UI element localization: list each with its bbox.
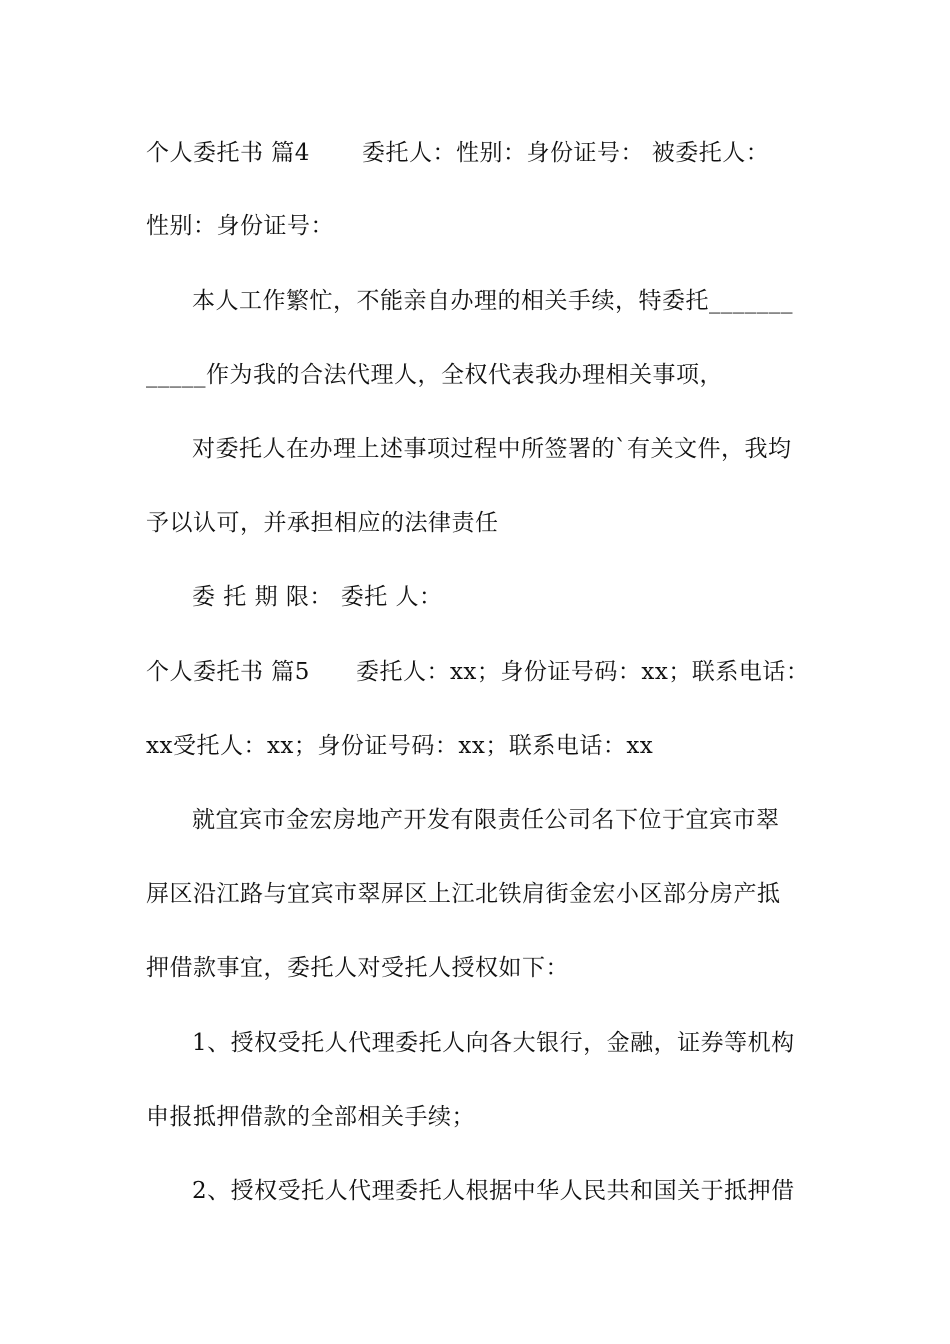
section5-para1-line3: 押借款事宜，委托人对受托人授权如下： bbox=[146, 955, 569, 981]
section5-header-fields-1: 委托人：xx；身份证号码：xx；联系电话： bbox=[355, 659, 810, 685]
section5-item2-line1: 2、授权受托人代理委托人根据中华人民共和国关于抵押借 bbox=[192, 1178, 795, 1204]
section4-para1-line1: 本人工作繁忙，不能亲自办理的相关手续，特委托_______ bbox=[192, 288, 793, 314]
section5-heading: 个人委托书 篇5 bbox=[146, 659, 310, 685]
section4-para2-line2: 予以认可，并承担相应的法律责任 bbox=[146, 510, 499, 536]
section5-item1-line2: 申报抵押借款的全部相关手续； bbox=[146, 1104, 475, 1130]
section4-para1-line2: _____作为我的合法代理人，全权代表我办理相关事项， bbox=[146, 362, 723, 388]
section4-heading-line bbox=[146, 138, 769, 168]
section5-header-fields-2: xx受托人：xx；身份证号码：xx；联系电话：xx bbox=[146, 733, 654, 759]
section4-header-fields-2: 性别：身份证号： bbox=[146, 213, 334, 239]
section4-signature-line: 委 托 期 限： 委托 人： bbox=[192, 584, 443, 610]
section4-heading: 个人委托书 篇4 bbox=[146, 140, 310, 166]
section5-heading-line bbox=[146, 657, 809, 687]
section5-para1-line1: 就宜宾市金宏房地产开发有限责任公司名下位于宜宾市翠 bbox=[192, 807, 780, 833]
section4-header-fields-1: 委托人：性别：身份证号： 被委托人： bbox=[361, 140, 770, 166]
section5-item1-line1: 1、授权受托人代理委托人向各大银行，金融，证券等机构 bbox=[192, 1030, 795, 1056]
section5-para1-line2: 屏区沿江路与宜宾市翠屏区上江北铁肩街金宏小区部分房产抵 bbox=[146, 881, 781, 907]
section4-para2-line1: 对委托人在办理上述事项过程中所签署的`有关文件，我均 bbox=[192, 436, 792, 462]
